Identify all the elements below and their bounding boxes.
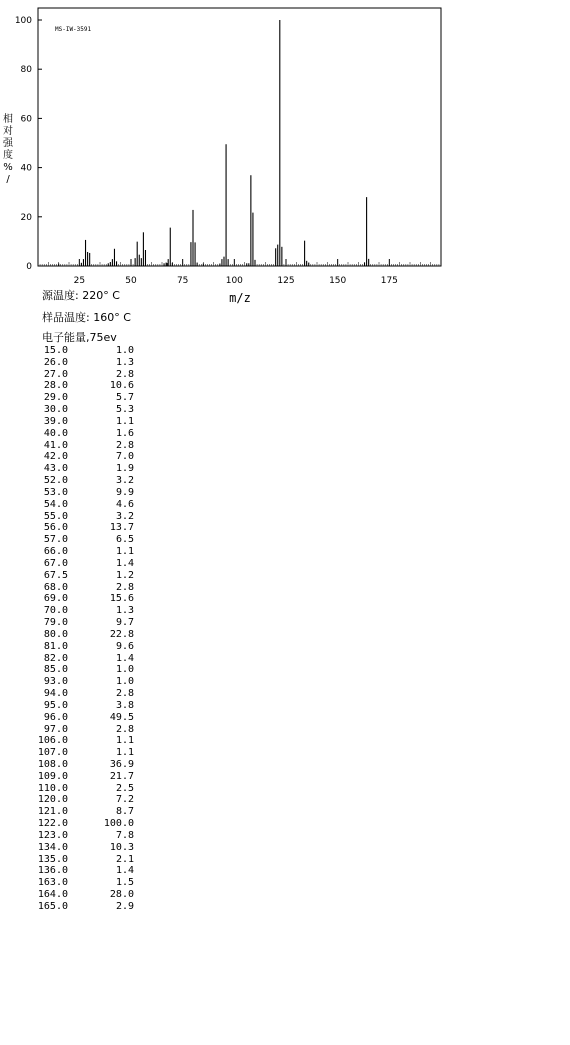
- y-tick-label: 100: [14, 16, 32, 26]
- y-axis-label-char: 强: [3, 138, 13, 149]
- table-row: [34, 735, 134, 747]
- abundance-value: 9.6: [115, 640, 134, 652]
- mz-value: 67.5: [43, 569, 68, 581]
- abundance-value: 8.7: [115, 806, 134, 818]
- abundance-value: 5.3: [115, 404, 134, 416]
- mz-value: 97.0: [43, 723, 68, 735]
- table-row: [34, 546, 134, 558]
- mz-value: 69.0: [43, 593, 68, 605]
- abundance-value: 10.6: [109, 380, 134, 392]
- table-row: [34, 428, 134, 440]
- table-row: [34, 440, 134, 452]
- electron-energy: 电子能量,75ev: [42, 331, 117, 344]
- x-tick-label: 75: [176, 276, 189, 286]
- table-row: [34, 877, 134, 889]
- mz-value: 81.0: [43, 640, 68, 652]
- chart-title: MS-IW-3591: [55, 26, 92, 33]
- x-tick-label: 175: [380, 276, 398, 286]
- abundance-value: 1.3: [115, 605, 134, 617]
- table-row: [34, 451, 134, 463]
- mz-value: 41.0: [43, 439, 68, 451]
- table-row: [34, 747, 134, 759]
- table-row: [34, 570, 134, 582]
- y-axis-label-char: 相: [3, 114, 13, 125]
- mz-value: 93.0: [43, 676, 68, 688]
- abundance-value: 2.1: [115, 853, 134, 865]
- abundance-value: 1.4: [115, 652, 134, 664]
- mz-value: 52.0: [43, 475, 68, 487]
- mz-value: 96.0: [43, 711, 68, 723]
- abundance-value: 1.1: [115, 415, 134, 427]
- table-row: [34, 487, 134, 499]
- abundance-value: 1.4: [115, 865, 134, 877]
- mass-spectrum-chart: [0, 0, 570, 310]
- abundance-value: 10.3: [109, 841, 134, 853]
- x-tick-label: 50: [125, 276, 137, 286]
- table-row: [34, 889, 134, 901]
- table-row: [34, 641, 134, 653]
- abundance-value: 2.5: [115, 782, 134, 794]
- mz-value: 107.0: [37, 747, 68, 759]
- abundance-value: 2.8: [115, 368, 134, 380]
- mz-value: 67.0: [43, 557, 68, 569]
- table-row: [34, 522, 134, 534]
- mz-value: 120.0: [37, 794, 68, 806]
- mz-value: 68.0: [43, 581, 68, 593]
- mz-value: 85.0: [43, 664, 68, 676]
- y-axis-label-char: %: [3, 162, 13, 173]
- mz-value: 70.0: [43, 605, 68, 617]
- mz-value: 82.0: [43, 652, 68, 664]
- abundance-value: 22.8: [109, 628, 134, 640]
- abundance-value: 6.5: [115, 534, 134, 546]
- table-row: [34, 688, 134, 700]
- mz-value: 164.0: [37, 889, 68, 901]
- table-row: [34, 865, 134, 877]
- mz-value: 79.0: [43, 617, 68, 629]
- abundance-value: 1.0: [115, 345, 134, 356]
- table-row: [34, 357, 134, 369]
- table-row: [34, 712, 134, 724]
- abundance-value: 1.1: [115, 747, 134, 759]
- mz-value: 54.0: [43, 498, 68, 510]
- table-row: [34, 558, 134, 570]
- x-minor-ticks: [40, 262, 439, 266]
- mz-value: 30.0: [43, 404, 68, 416]
- table-row: [34, 830, 134, 842]
- mz-value: 122.0: [37, 818, 68, 830]
- abundance-value: 1.0: [115, 664, 134, 676]
- x-tick-label: 125: [277, 276, 295, 286]
- x-tick-label: 25: [73, 276, 86, 286]
- y-axis-label-char: 度: [3, 150, 13, 161]
- mz-value: 55.0: [43, 510, 68, 522]
- table-row: [34, 369, 134, 381]
- mz-value: 121.0: [37, 806, 68, 818]
- abundance-value: 1.5: [115, 877, 134, 889]
- table-row: [34, 463, 134, 475]
- mz-value: 135.0: [37, 853, 68, 865]
- mz-value: 28.0: [43, 380, 68, 392]
- mz-value: 163.0: [37, 877, 68, 889]
- table-row: [34, 475, 134, 487]
- abundance-value: 36.9: [109, 758, 134, 770]
- table-row: [34, 499, 134, 511]
- y-tick-label: 60: [20, 114, 32, 125]
- mz-value: 27.0: [43, 368, 68, 380]
- table-row: [34, 724, 134, 736]
- abundance-value: 2.8: [115, 723, 134, 735]
- abundance-value: 15.6: [109, 593, 134, 605]
- abundance-value: 7.0: [115, 451, 134, 463]
- mz-value: 29.0: [43, 392, 68, 404]
- abundance-value: 1.2: [115, 569, 134, 581]
- abundance-value: 7.8: [115, 829, 134, 841]
- abundance-value: 2.8: [115, 688, 134, 700]
- mz-value: 66.0: [43, 546, 68, 558]
- table-row: [34, 380, 134, 392]
- abundance-value: 2.8: [115, 439, 134, 451]
- table-row: [34, 806, 134, 818]
- peak-table: [34, 345, 134, 913]
- abundance-value: 49.5: [109, 711, 134, 723]
- table-row: [34, 404, 134, 416]
- table-row: [34, 771, 134, 783]
- spectrum-peaks: [59, 20, 369, 266]
- y-axis-label-char: 对: [3, 126, 13, 137]
- table-row: [34, 629, 134, 641]
- mz-value: 39.0: [43, 415, 68, 427]
- abundance-value: 1.1: [115, 735, 134, 747]
- abundance-value: 3.2: [115, 510, 134, 522]
- abundance-value: 1.6: [115, 427, 134, 439]
- mz-value: 53.0: [43, 486, 68, 498]
- table-row: [34, 676, 134, 688]
- abundance-value: 13.7: [109, 522, 134, 534]
- mz-value: 106.0: [37, 735, 68, 747]
- table-row: [34, 794, 134, 806]
- x-tick-label: 100: [225, 276, 243, 286]
- abundance-value: 100.0: [103, 818, 134, 830]
- table-row: [34, 818, 134, 830]
- abundance-value: 1.3: [115, 356, 134, 368]
- x-axis-label: m/z: [229, 291, 251, 305]
- y-tick-label: 40: [20, 163, 32, 174]
- y-axis-label: [3, 112, 14, 185]
- abundance-value: 1.1: [115, 546, 134, 558]
- table-row: [34, 605, 134, 617]
- mz-value: 42.0: [43, 451, 68, 463]
- mz-value: 57.0: [43, 534, 68, 546]
- mz-value: 134.0: [37, 841, 68, 853]
- abundance-value: 28.0: [109, 889, 134, 901]
- table-row: [34, 534, 134, 546]
- mz-value: 109.0: [37, 770, 68, 782]
- y-tick-label: 20: [20, 212, 32, 223]
- table-row: [34, 653, 134, 665]
- table-row: [34, 854, 134, 866]
- y-tick-label: 0: [26, 262, 32, 272]
- table-row: [34, 759, 134, 771]
- mz-value: 165.0: [37, 900, 68, 912]
- table-row: [34, 345, 134, 357]
- abundance-value: 7.2: [115, 794, 134, 806]
- x-axis-ticks: [74, 259, 398, 286]
- mz-value: 56.0: [43, 522, 68, 534]
- x-tick-label: 150: [329, 276, 347, 286]
- y-axis-label-char: /: [6, 174, 10, 185]
- table-row: [34, 664, 134, 676]
- mz-value: 110.0: [37, 782, 68, 794]
- abundance-value: 4.6: [115, 498, 134, 510]
- mz-value: 43.0: [43, 463, 68, 475]
- table-row: [34, 783, 134, 795]
- mz-value: 94.0: [43, 688, 68, 700]
- source-temperature: 源温度: 220° C: [42, 289, 120, 302]
- mz-value: 40.0: [43, 427, 68, 439]
- abundance-value: 5.7: [115, 392, 134, 404]
- table-row: [34, 416, 134, 428]
- table-row: [34, 593, 134, 605]
- abundance-value: 1.0: [115, 676, 134, 688]
- table-row: [34, 842, 134, 854]
- abundance-value: 21.7: [109, 770, 134, 782]
- table-row: [34, 511, 134, 523]
- table-row: [34, 617, 134, 629]
- mz-value: 80.0: [43, 628, 68, 640]
- abundance-value: 9.9: [115, 486, 134, 498]
- y-tick-label: 80: [20, 65, 32, 76]
- abundance-value: 1.4: [115, 557, 134, 569]
- abundance-value: 2.9: [115, 900, 134, 912]
- mz-value: 26.0: [43, 356, 68, 368]
- mz-value: 95.0: [43, 699, 68, 711]
- abundance-value: 2.8: [115, 581, 134, 593]
- table-row: [34, 392, 134, 404]
- mz-value: 108.0: [37, 758, 68, 770]
- abundance-value: 9.7: [115, 617, 134, 629]
- mz-value: 136.0: [37, 865, 68, 877]
- plot-frame: [38, 8, 441, 266]
- mz-value: 15.0: [43, 345, 68, 356]
- abundance-value: 3.8: [115, 699, 134, 711]
- table-row: [34, 901, 134, 913]
- abundance-value: 3.2: [115, 475, 134, 487]
- abundance-value: 1.9: [115, 463, 134, 475]
- sample-temperature: 样品温度: 160° C: [42, 311, 131, 324]
- mz-value: 123.0: [37, 829, 68, 841]
- table-row: [34, 700, 134, 712]
- table-row: [34, 582, 134, 594]
